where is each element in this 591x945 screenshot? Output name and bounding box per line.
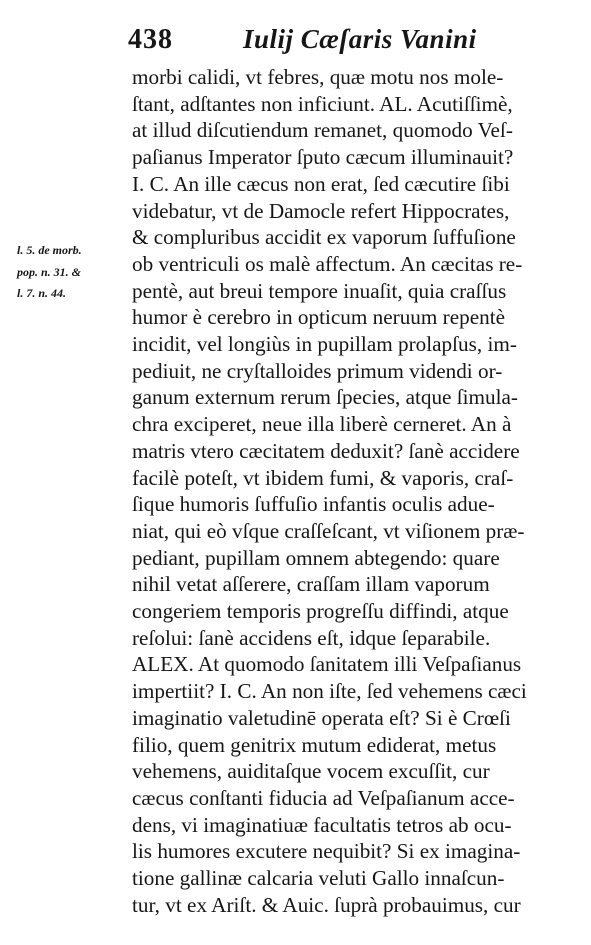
text-line: nihil vetat aſſerere, craſſam illam vaporum	[132, 572, 490, 597]
text-line: ſtant, adſtantes non inficiunt. AL. Acutiſſimè,	[132, 91, 513, 116]
text-line: incidit, vel longiùs in pupillam prolapſus, im-	[132, 332, 517, 357]
text-line: cæcus conſtanti fiducia ad Veſpaſianum acce-	[132, 785, 515, 810]
text-line: morbi calidi, vt febres, quæ motu nos mole-	[132, 65, 504, 89]
running-title: Iulij Cæſaris Vanini	[243, 24, 477, 54]
text-line: filio, quem genitrix mutum ediderat, metus	[132, 732, 497, 757]
text-line: humor è cerebro in opticum neruum repentè	[132, 305, 505, 330]
text-line: I. C. An ille cæcus non erat, ſed cæcutire ſibi	[132, 171, 510, 196]
text-line: pediant, pupillam omnem abtegendo: quare	[132, 545, 500, 570]
text-line: reſolui: ſanè accidens eſt, idque ſeparabile.	[132, 625, 491, 650]
text-line: pentè, aut breui tempore inuaſit, quia craſſus	[132, 278, 507, 303]
text-line: tur, vt ex Ariſt. & Auic. ſuprà probauimus, cur	[132, 892, 521, 917]
text-line: pediuit, ne cryſtalloides primum videndi or-	[132, 358, 503, 383]
text-line: imaginatio valetudinē operata eſt? Si è Crœſi	[132, 705, 511, 730]
margin-citation-line: pop. n. 31. &	[17, 264, 82, 279]
text-line: at illud diſcutiendum remanet, quomodo Veſ-	[132, 118, 513, 143]
running-head	[128, 24, 558, 58]
page-number: 438	[128, 24, 173, 55]
margin-citation-line: l. 5. de morb.	[17, 243, 82, 257]
text-line: tione gallinæ calcaria veluti Gallo innaſcun-	[132, 866, 505, 891]
text-line: dens, vi imaginatiuæ facultatis tetros ab ocu-	[132, 812, 512, 837]
text-line: matris vtero cæcitatem deduxit? ſanè accidere	[132, 438, 520, 463]
text-line: facilè poteſt, vt ibidem fumi, & vaporis, craſ-	[132, 465, 514, 490]
margin-citation-line: l. 7. n. 44.	[17, 286, 67, 300]
text-line: ALEX. At quomodo ſanitatem illi Veſpaſianus	[132, 652, 522, 677]
text-line: vehemens, auiditaſque vocem excuſſit, cur	[132, 759, 490, 784]
text-line: videbatur, vt de Damocle refert Hippocrates,	[132, 198, 510, 223]
margin-citation	[17, 240, 129, 305]
text-line: & compluribus accidit ex vaporum ſuffuſione	[132, 225, 516, 250]
text-line: impertiit? I. C. An non iſte, ſed vehemens cæci	[132, 679, 527, 704]
text-line: congeriem temporis progreſſu diffindi, atque	[132, 599, 509, 624]
body-text	[132, 64, 572, 919]
text-line: niat, qui eò vſque craſſeſcant, vt viſionem præ-	[132, 518, 525, 543]
text-line: chra exciperet, neue illa liberè cerneret. An à	[132, 412, 512, 437]
text-line: ſique humoris ſuffuſio infantis oculis adue-	[132, 492, 495, 517]
text-line: paſianus Imperator ſputo cæcum illuminauit?	[132, 145, 514, 170]
text-line: ob ventriculi os malè affectum. An cæcitas re-	[132, 251, 523, 276]
text-line: ganum externum rerum ſpecies, atque ſimula-	[132, 385, 518, 410]
text-line: lis humores excutere nequibit? Si ex imagina-	[132, 839, 521, 864]
